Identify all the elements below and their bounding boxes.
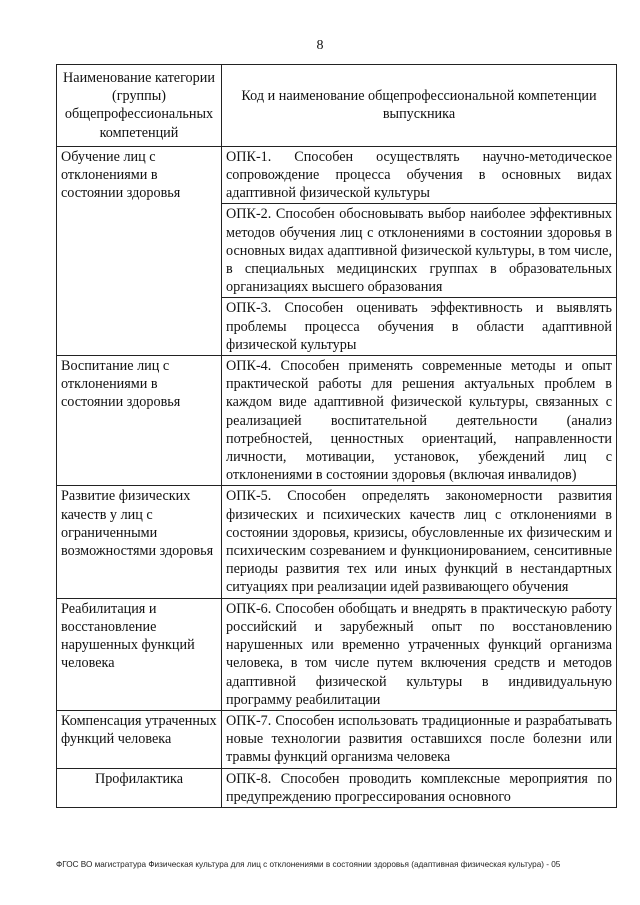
category-cell: Обучение лиц с отклонениями в состоянии здоровья <box>57 146 222 355</box>
competencies-table <box>56 64 617 808</box>
competence-cell: ОПК-4. Способен применять современные методы и опыт практической работы для решения актуальных проблем в каждом виде адаптивной физической культуры, связанных с реализацией воспитательной деятельности (анализ потребностей, ценностных ориентаций, направленности личности, мотивации, установок, убеждений лиц с отклонениями в состоянии здоровья (включая инвалидов) <box>222 356 617 486</box>
category-cell: Профилактика <box>57 768 222 807</box>
table-row <box>57 598 617 710</box>
table-row <box>57 768 617 807</box>
competence-cell: ОПК-2. Способен обосновывать выбор наиболее эффективных методов обучения лиц с отклонениями в состоянии здоровья в основных видах адаптивной физической культуры, в том числе, в специальных медицинских группах в образовательных организациях высшего образования <box>222 204 617 298</box>
category-cell: Компенсация утраченных функций человека <box>57 710 222 768</box>
competence-cell: ОПК-5. Способен определять закономерности развития физических и психических качеств лиц с отклонениями в состоянии здоровья, кризисы, обусловленные их физическим и психическим созреванием и функционированием, сенситивные периоды развития тех или иных функций в нестандартных ситуациях при реализации идей развивающего обучения <box>222 486 617 598</box>
category-cell: Развитие физических качеств у лиц с ограниченными возможностями здоровья <box>57 486 222 598</box>
competence-cell: ОПК-6. Способен обобщать и внедрять в практическую работу российский и зарубежный опыт по восстановлению нарушенных или временно утраченных функций организма человека, в том числе путем включения средств и методов адаптивной физической культуры в индивидуальную программу реабилитации <box>222 598 617 710</box>
table-row <box>57 146 617 204</box>
table-row <box>57 356 617 486</box>
table-row <box>57 486 617 598</box>
table-row <box>57 710 617 768</box>
competence-cell: ОПК-3. Способен оценивать эффективность и выявлять проблемы процесса обучения в области адаптивной физической культуры <box>222 298 617 356</box>
competence-cell: ОПК-1. Способен осуществлять научно-методическое сопровождение процесса обучения в основных видах адаптивной физической культуры <box>222 146 617 204</box>
competence-cell: ОПК-8. Способен проводить комплексные мероприятия по предупреждению прогрессирования основного <box>222 768 617 807</box>
document-footer: ФГОС ВО магистратура Физическая культура для лиц с отклонениями в состоянии здоровья (адаптивная физическая культура) - 05 <box>56 860 561 869</box>
page-number: 8 <box>316 38 324 53</box>
category-cell: Воспитание лиц с отклонениями в состоянии здоровья <box>57 356 222 486</box>
header-category: Наименование категории (группы) общепрофессиональных компетенций <box>57 65 222 147</box>
header-competence: Код и наименование общепрофессиональной компетенции выпускника <box>222 65 617 147</box>
table-header-row <box>57 65 617 147</box>
category-cell: Реабилитация и восстановление нарушенных функций человека <box>57 598 222 710</box>
competence-cell: ОПК-7. Способен использовать традиционные и разрабатывать новые технологии развития оставшихся после болезни или травмы функций организма человека <box>222 710 617 768</box>
